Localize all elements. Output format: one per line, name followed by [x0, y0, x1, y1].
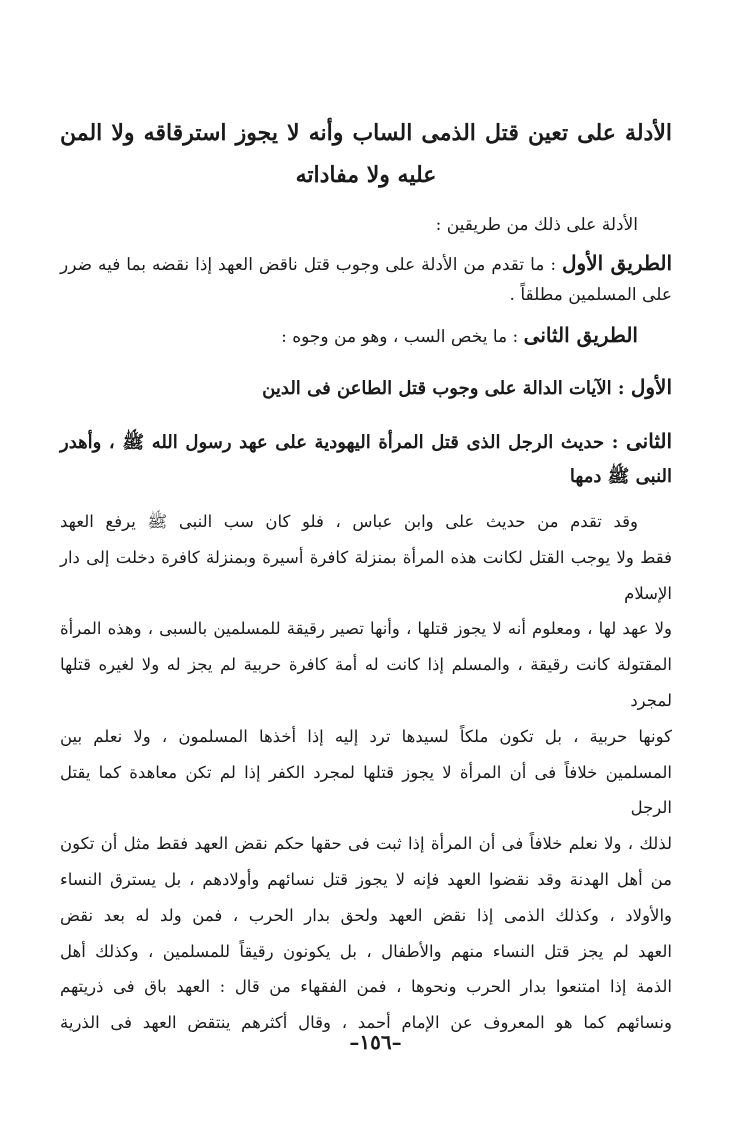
body-line: الذمة إذا امتنعوا بدار الحرب ونحوها ، فمن الفقهاء من قال : العهد باق فى ذريتهم: [60, 977, 672, 997]
way-one-text: : ما تقدم من الأدلة على وجوب قتل ناقض العهد إذا نقضه بما فيه ضرر على المسلمين مطلقاً .: [60, 255, 672, 305]
body-line: لذلك ، ولا نعلم خلافاً فى أن المرأة إذا ثبت فى حقها حكم نقض العهد فقط مثل أن تكون: [60, 834, 672, 854]
body-line: كونها حربية ، بل تكون ملكاً لسيدها ترد إليه إذا أخذها المسلمون ، ولا نعلم بين: [60, 726, 672, 746]
point-one-label: الأول: [630, 375, 672, 399]
body-line: المسلمين خلافاً فى أن المرأة لا يجوز قتلها لمجرد الكفر إذا لم تكن معاهدة كما يقتل الرجل: [60, 762, 672, 818]
body-line: ولا عهد لها ، ومعلوم أنه لا يجوز قتلها ، وأنها تصير رقيقة للمسلمين بالسبى ، وهذه المرأة: [60, 619, 672, 639]
section-heading: الأدلة على تعين قتل الذمى الساب وأنه لا يجوز استرقاقه ولا المن عليه ولا مفاداته: [60, 120, 672, 188]
way-one-paragraph: [60, 248, 672, 310]
intro-line: الأدلة على ذلك من طريقين :: [435, 215, 638, 235]
way-two-paragraph: [60, 320, 672, 352]
body-line: وقد تقدم من حديث على وابن عباس ، فلو كان سب النبى ﷺ يرفع العهد: [60, 512, 638, 531]
page-number: –١٥٦–: [349, 1030, 402, 1054]
point-two-label: الثانى: [625, 429, 672, 453]
body-line: فقط ولا يوجب القتل لكانت هذه المرأة بمنزلة كافرة أسيرة وبمنزلة كافرة دخلت إلى دار الإسلام: [60, 547, 672, 603]
body-line: والأولاد ، وكذلك الذمى إذا نقض العهد ولحق بدار الحرب ، فمن ولد له بعد نقض: [60, 905, 672, 925]
point-one: [60, 370, 672, 406]
point-two-text: : حديث الرجل الذى قتل المرأة اليهودية على عهد رسول الله ﷺ ، وأهدر النبى ﷺ دمها: [60, 432, 672, 487]
way-two-label: الطريق الثانى: [523, 323, 638, 347]
point-one-text: : الآيات الدالة على وجوب قتل الطاعن فى الدين: [262, 378, 631, 399]
document-page: [60, 112, 672, 1041]
way-one-label: الطريق الأول: [562, 251, 672, 275]
body-line: العهد لم يجز قتل النساء منهم والأطفال ، بل يكونون رقيقاً للمسلمين ، وكذلك أهل: [60, 941, 672, 961]
body-line: ونسائهم كما هو المعروف عن الإمام أحمد ، وقال أكثرهم ينتقض العهد فى الذرية: [60, 1013, 672, 1033]
body-text: [60, 504, 672, 1041]
way-two-text: : ما يخص السب ، وهو من وجوه :: [281, 327, 524, 347]
point-two: [60, 424, 672, 494]
body-line: من أهل الهدنة وقد نقضوا العهد فإنه لا يجوز قتل نسائهم وأولادهم ، بل يسترق النساء: [60, 869, 672, 889]
body-line: المقتولة كانت رقيقة ، والمسلم إذا كانت له أمة كافرة حربية لم يجز له ولا لغيره قتلها لمجرد: [60, 655, 672, 710]
